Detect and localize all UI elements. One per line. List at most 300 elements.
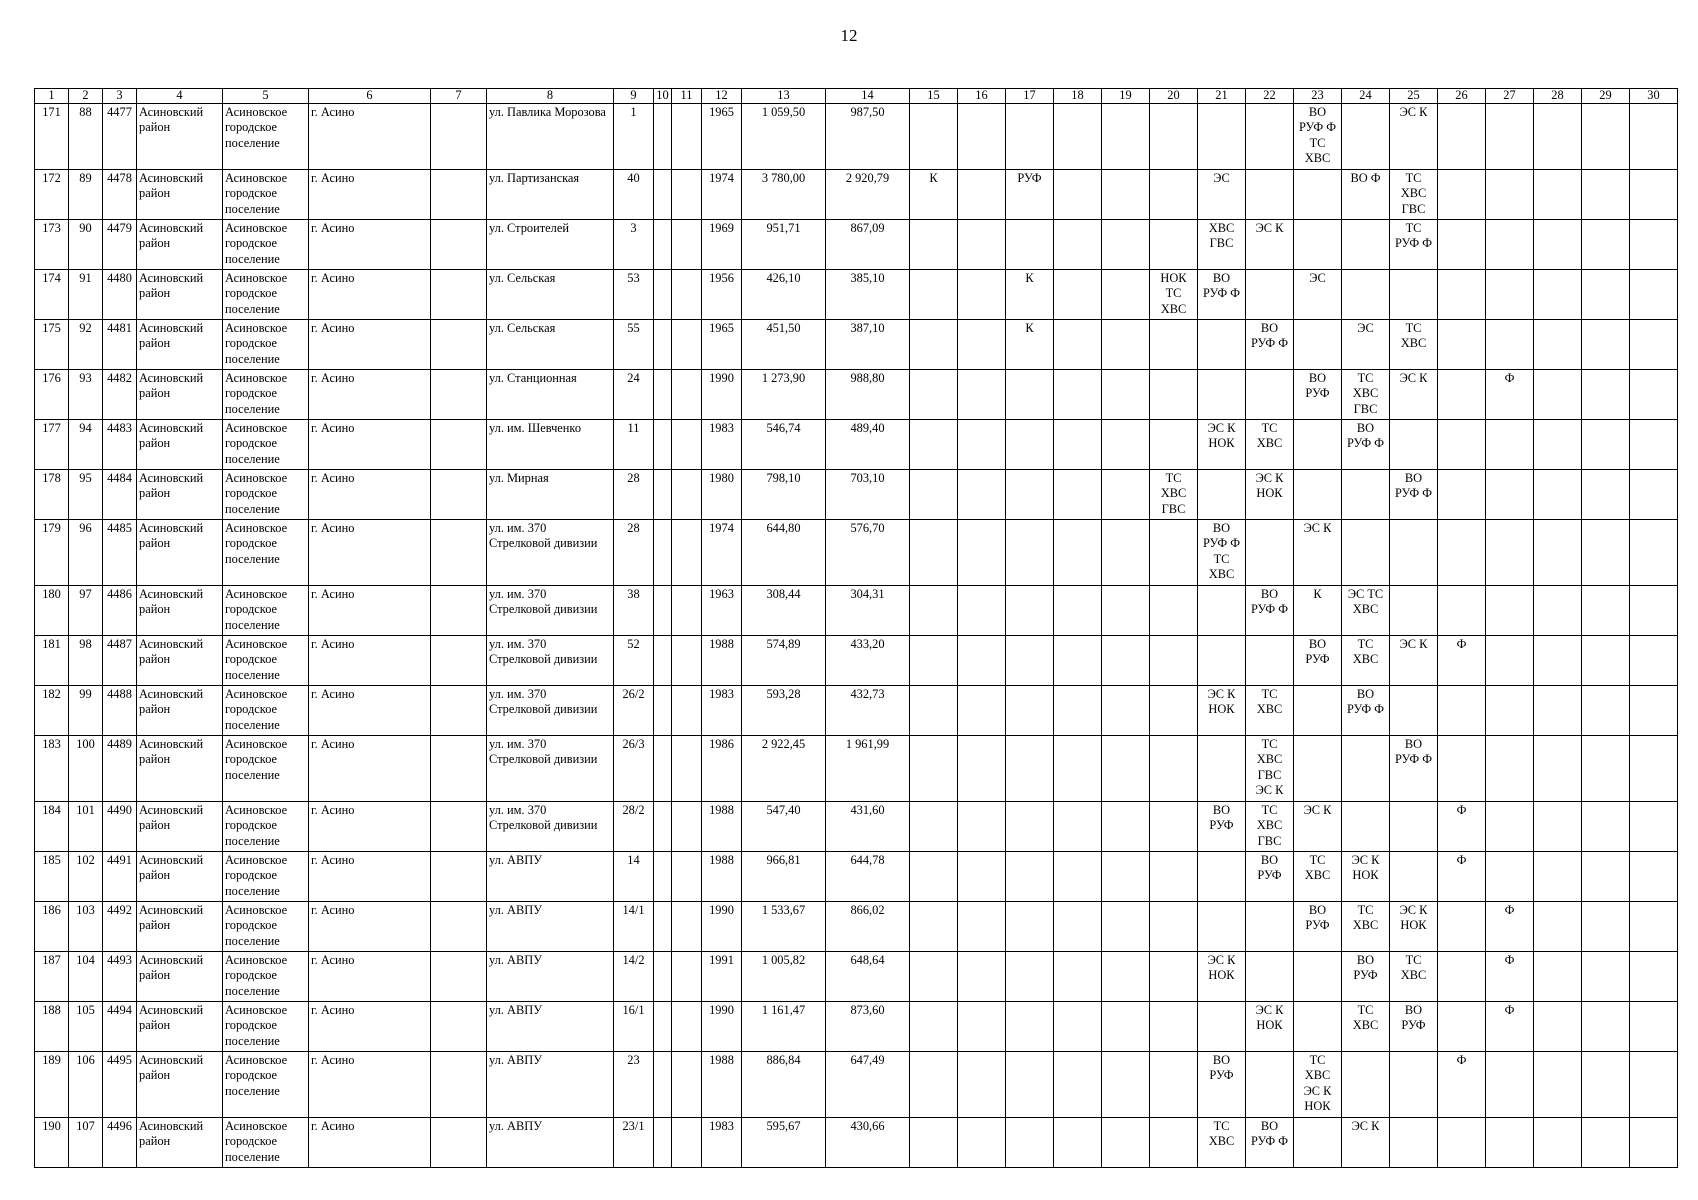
- table-cell: [1534, 1052, 1582, 1118]
- column-number-header: 3: [103, 89, 137, 104]
- table-cell: [431, 802, 487, 852]
- table-cell: [654, 520, 672, 586]
- table-cell: Асиновский район: [137, 902, 223, 952]
- table-cell: [1150, 420, 1198, 470]
- table-cell: [1102, 586, 1150, 636]
- table-cell: [1486, 470, 1534, 520]
- table-cell: [958, 370, 1006, 420]
- table-cell: [1102, 220, 1150, 270]
- table-cell: [910, 1118, 958, 1168]
- table-cell: [1582, 104, 1630, 170]
- table-cell: ЭС К: [1246, 220, 1294, 270]
- table-cell: Асиновское городское поселение: [223, 802, 309, 852]
- table-cell: ТС ХВС: [1294, 852, 1342, 902]
- table-cell: [1630, 420, 1678, 470]
- table-cell: [1582, 902, 1630, 952]
- table-cell: [1534, 686, 1582, 736]
- table-cell: ул. им. 370 Стрелковой дивизии: [487, 802, 614, 852]
- column-number-header: 8: [487, 89, 614, 104]
- table-cell: ВО РУФ Ф: [1342, 420, 1390, 470]
- table-cell: [672, 420, 702, 470]
- table-cell: г. Асино: [309, 320, 431, 370]
- table-cell: [1054, 586, 1102, 636]
- table-cell: К: [1006, 270, 1054, 320]
- table-cell: 28/2: [614, 802, 654, 852]
- table-cell: [1150, 952, 1198, 1002]
- table-cell: [672, 170, 702, 220]
- table-cell: [1246, 636, 1294, 686]
- table-cell: 179: [35, 520, 69, 586]
- table-cell: [1486, 320, 1534, 370]
- table-cell: Асиновский район: [137, 1118, 223, 1168]
- table-cell: 1983: [702, 686, 742, 736]
- table-cell: [1438, 104, 1486, 170]
- table-cell: Асиновское городское поселение: [223, 1052, 309, 1118]
- table-cell: [654, 1118, 672, 1168]
- table-cell: Асиновское городское поселение: [223, 852, 309, 902]
- column-number-header: 16: [958, 89, 1006, 104]
- table-cell: [654, 1052, 672, 1118]
- table-cell: [1438, 520, 1486, 586]
- table-cell: 104: [69, 952, 103, 1002]
- table-cell: [1006, 902, 1054, 952]
- table-cell: [1198, 370, 1246, 420]
- table-cell: 644,78: [826, 852, 910, 902]
- table-cell: [672, 1118, 702, 1168]
- table-cell: [431, 270, 487, 320]
- column-number-header: 1: [35, 89, 69, 104]
- table-cell: [672, 104, 702, 170]
- table-cell: [1342, 220, 1390, 270]
- table-cell: 177: [35, 420, 69, 470]
- table-cell: [1582, 520, 1630, 586]
- table-cell: ВО РУФ Ф ТС ХВС: [1294, 104, 1342, 170]
- table-row: [35, 1118, 1678, 1168]
- table-cell: ЭС ТС ХВС: [1342, 586, 1390, 636]
- table-cell: [1534, 320, 1582, 370]
- table-cell: [431, 952, 487, 1002]
- table-cell: [1534, 170, 1582, 220]
- column-number-header: 6: [309, 89, 431, 104]
- table-cell: [958, 1002, 1006, 1052]
- table-cell: [654, 470, 672, 520]
- table-cell: [1198, 852, 1246, 902]
- table-cell: [1054, 1052, 1102, 1118]
- table-row: [35, 104, 1678, 170]
- table-cell: Ф: [1486, 902, 1534, 952]
- table-cell: 182: [35, 686, 69, 736]
- table-cell: ул. АВПУ: [487, 952, 614, 1002]
- table-cell: 866,02: [826, 902, 910, 952]
- table-cell: 4489: [103, 736, 137, 802]
- table-cell: [1294, 420, 1342, 470]
- table-cell: Асиновский район: [137, 736, 223, 802]
- table-cell: [1102, 270, 1150, 320]
- table-cell: Ф: [1438, 636, 1486, 686]
- table-cell: [1150, 686, 1198, 736]
- table-cell: [431, 170, 487, 220]
- table-cell: 181: [35, 636, 69, 686]
- table-cell: [1102, 802, 1150, 852]
- table-cell: [431, 686, 487, 736]
- table-cell: [1006, 736, 1054, 802]
- table-cell: [1630, 270, 1678, 320]
- table-cell: [910, 952, 958, 1002]
- table-cell: [1630, 686, 1678, 736]
- table-cell: [654, 802, 672, 852]
- table-cell: К: [910, 170, 958, 220]
- table-cell: [958, 952, 1006, 1002]
- table-cell: [654, 686, 672, 736]
- table-cell: [958, 270, 1006, 320]
- table-cell: ЭС К НОК: [1198, 952, 1246, 1002]
- table-cell: [1246, 520, 1294, 586]
- table-cell: [1630, 952, 1678, 1002]
- table-cell: 798,10: [742, 470, 826, 520]
- table-cell: 873,60: [826, 1002, 910, 1052]
- table-cell: 966,81: [742, 852, 826, 902]
- table-cell: 1983: [702, 1118, 742, 1168]
- table-cell: [1054, 736, 1102, 802]
- table-cell: 185: [35, 852, 69, 902]
- table-cell: [431, 520, 487, 586]
- table-cell: г. Асино: [309, 220, 431, 270]
- table-cell: [910, 902, 958, 952]
- table-cell: 24: [614, 370, 654, 420]
- table-cell: г. Асино: [309, 270, 431, 320]
- table-cell: [431, 220, 487, 270]
- table-cell: [1630, 636, 1678, 686]
- table-cell: [1390, 520, 1438, 586]
- table-cell: [1390, 586, 1438, 636]
- table-cell: 3 780,00: [742, 170, 826, 220]
- table-cell: [1582, 420, 1630, 470]
- table-cell: [654, 952, 672, 1002]
- table-cell: 308,44: [742, 586, 826, 636]
- table-cell: [1150, 220, 1198, 270]
- table-cell: [1534, 736, 1582, 802]
- table-cell: [654, 270, 672, 320]
- table-cell: ТС ХВС ГВС: [1342, 370, 1390, 420]
- table-cell: 4495: [103, 1052, 137, 1118]
- table-cell: 4477: [103, 104, 137, 170]
- column-number-header: 25: [1390, 89, 1438, 104]
- table-cell: [1630, 520, 1678, 586]
- table-cell: Ф: [1438, 852, 1486, 902]
- table-cell: [1246, 270, 1294, 320]
- table-cell: Асиновское городское поселение: [223, 1118, 309, 1168]
- table-cell: [958, 420, 1006, 470]
- table-cell: [910, 220, 958, 270]
- table-cell: [1102, 902, 1150, 952]
- table-cell: ЭС: [1198, 170, 1246, 220]
- table-cell: [672, 852, 702, 902]
- table-cell: [1294, 1118, 1342, 1168]
- table-cell: 190: [35, 1118, 69, 1168]
- table-cell: 4488: [103, 686, 137, 736]
- table-cell: 574,89: [742, 636, 826, 686]
- table-cell: ВО РУФ: [1342, 952, 1390, 1002]
- table-cell: [1582, 736, 1630, 802]
- table-cell: [1006, 586, 1054, 636]
- table-cell: ВО РУФ: [1198, 1052, 1246, 1118]
- table-cell: [1486, 220, 1534, 270]
- table-row: [35, 902, 1678, 952]
- table-cell: ул. им. 370 Стрелковой дивизии: [487, 736, 614, 802]
- table-cell: 644,80: [742, 520, 826, 586]
- table-row: [35, 1002, 1678, 1052]
- table-cell: [1102, 636, 1150, 686]
- table-cell: [1534, 520, 1582, 586]
- table-cell: [654, 320, 672, 370]
- table-cell: ТС ХВС: [1246, 420, 1294, 470]
- table-cell: [672, 902, 702, 952]
- table-cell: 1988: [702, 636, 742, 686]
- table-cell: К: [1006, 320, 1054, 370]
- table-cell: ВО РУФ: [1198, 802, 1246, 852]
- table-cell: [910, 470, 958, 520]
- table-cell: [431, 320, 487, 370]
- table-cell: [1390, 1052, 1438, 1118]
- table-cell: Асиновский район: [137, 952, 223, 1002]
- table-cell: [1534, 1002, 1582, 1052]
- table-cell: [1438, 370, 1486, 420]
- table-cell: 4493: [103, 952, 137, 1002]
- table-row: [35, 220, 1678, 270]
- table-cell: [654, 586, 672, 636]
- table-cell: [654, 420, 672, 470]
- table-cell: [672, 686, 702, 736]
- table-row: [35, 270, 1678, 320]
- table-cell: [672, 470, 702, 520]
- table-cell: ул. АВПУ: [487, 1002, 614, 1052]
- table-cell: [910, 686, 958, 736]
- table-cell: 174: [35, 270, 69, 320]
- table-cell: 703,10: [826, 470, 910, 520]
- table-cell: [654, 636, 672, 686]
- table-cell: [910, 320, 958, 370]
- table-cell: Асиновское городское поселение: [223, 220, 309, 270]
- table-cell: [958, 470, 1006, 520]
- table-cell: [1102, 736, 1150, 802]
- table-cell: 107: [69, 1118, 103, 1168]
- table-cell: [1630, 1052, 1678, 1118]
- table-cell: 430,66: [826, 1118, 910, 1168]
- table-cell: 1 059,50: [742, 104, 826, 170]
- column-number-header-row: [35, 89, 1678, 104]
- table-cell: 88: [69, 104, 103, 170]
- table-cell: [1150, 1118, 1198, 1168]
- table-cell: 26/2: [614, 686, 654, 736]
- table-cell: 93: [69, 370, 103, 420]
- table-cell: [1054, 1118, 1102, 1168]
- table-cell: [1342, 470, 1390, 520]
- table-cell: 1965: [702, 104, 742, 170]
- table-cell: г. Асино: [309, 852, 431, 902]
- table-cell: Асиновское городское поселение: [223, 1002, 309, 1052]
- table-cell: ВО Ф: [1342, 170, 1390, 220]
- table-cell: ЭС К: [1294, 802, 1342, 852]
- table-cell: [1294, 1002, 1342, 1052]
- table-cell: 1 961,99: [826, 736, 910, 802]
- table-cell: [1534, 270, 1582, 320]
- table-cell: г. Асино: [309, 1002, 431, 1052]
- table-row: [35, 420, 1678, 470]
- column-number-header: 30: [1630, 89, 1678, 104]
- table-cell: 4487: [103, 636, 137, 686]
- table-cell: [1054, 952, 1102, 1002]
- table-cell: г. Асино: [309, 1118, 431, 1168]
- table-cell: [958, 170, 1006, 220]
- table-cell: [1438, 1002, 1486, 1052]
- table-cell: [431, 852, 487, 902]
- table-cell: [1150, 902, 1198, 952]
- table-cell: ул. АВПУ: [487, 852, 614, 902]
- table-cell: 4492: [103, 902, 137, 952]
- table-cell: [1630, 1002, 1678, 1052]
- table-row: [35, 736, 1678, 802]
- table-cell: [1534, 470, 1582, 520]
- table-cell: 451,50: [742, 320, 826, 370]
- table-cell: [958, 636, 1006, 686]
- table-cell: [1438, 952, 1486, 1002]
- table-cell: г. Асино: [309, 952, 431, 1002]
- table-cell: ул. Строителей: [487, 220, 614, 270]
- table-cell: 23: [614, 1052, 654, 1118]
- table-cell: г. Асино: [309, 104, 431, 170]
- table-cell: [1630, 220, 1678, 270]
- table-cell: Асиновский район: [137, 1002, 223, 1052]
- table-cell: [1438, 420, 1486, 470]
- table-cell: 101: [69, 802, 103, 852]
- table-row: [35, 1052, 1678, 1118]
- table-cell: [431, 586, 487, 636]
- table-cell: [1150, 736, 1198, 802]
- table-cell: [672, 520, 702, 586]
- table-cell: [1438, 736, 1486, 802]
- table-cell: Асиновское городское поселение: [223, 952, 309, 1002]
- table-cell: [672, 586, 702, 636]
- table-cell: [958, 802, 1006, 852]
- table-cell: ЭС К: [1294, 520, 1342, 586]
- table-cell: 867,09: [826, 220, 910, 270]
- table-cell: ВО РУФ Ф: [1390, 736, 1438, 802]
- table-cell: ул. АВПУ: [487, 1118, 614, 1168]
- table-cell: [1486, 686, 1534, 736]
- table-cell: [1294, 952, 1342, 1002]
- table-cell: 103: [69, 902, 103, 952]
- table-cell: [431, 1118, 487, 1168]
- table-cell: Асиновский район: [137, 170, 223, 220]
- table-cell: [1006, 1118, 1054, 1168]
- table-cell: [672, 736, 702, 802]
- table-cell: 100: [69, 736, 103, 802]
- table-cell: 988,80: [826, 370, 910, 420]
- table-cell: 98: [69, 636, 103, 686]
- table-cell: [1150, 104, 1198, 170]
- table-cell: г. Асино: [309, 420, 431, 470]
- table-cell: ВО РУФ Ф ТС ХВС: [1198, 520, 1246, 586]
- table-cell: 547,40: [742, 802, 826, 852]
- table-cell: [1582, 1118, 1630, 1168]
- table-cell: [1486, 170, 1534, 220]
- table-cell: [1198, 736, 1246, 802]
- table-cell: [1534, 636, 1582, 686]
- table-cell: [1006, 420, 1054, 470]
- table-cell: [1102, 520, 1150, 586]
- table-cell: [1630, 802, 1678, 852]
- column-number-header: 26: [1438, 89, 1486, 104]
- table-cell: [1102, 952, 1150, 1002]
- table-cell: ул. Сельская: [487, 270, 614, 320]
- table-cell: 1974: [702, 170, 742, 220]
- table-cell: 4480: [103, 270, 137, 320]
- table-cell: ЭС К: [1390, 104, 1438, 170]
- table-cell: ул. АВПУ: [487, 902, 614, 952]
- table-cell: ТС ХВС ГВС: [1246, 802, 1294, 852]
- table-cell: Ф: [1486, 1002, 1534, 1052]
- table-cell: [1390, 852, 1438, 902]
- table-cell: [1198, 470, 1246, 520]
- table-cell: 489,40: [826, 420, 910, 470]
- table-cell: 189: [35, 1052, 69, 1118]
- table-cell: [654, 370, 672, 420]
- table-cell: 97: [69, 586, 103, 636]
- table-cell: [1054, 802, 1102, 852]
- table-cell: [1102, 852, 1150, 902]
- table-cell: К: [1294, 586, 1342, 636]
- table-cell: 1988: [702, 1052, 742, 1118]
- table-cell: [1486, 1052, 1534, 1118]
- table-cell: [672, 370, 702, 420]
- table-cell: 4482: [103, 370, 137, 420]
- table-cell: [958, 320, 1006, 370]
- table-cell: ул. Павлика Морозова: [487, 104, 614, 170]
- table-cell: г. Асино: [309, 636, 431, 686]
- register-table: [34, 88, 1678, 1168]
- table-cell: [1294, 686, 1342, 736]
- table-cell: ул. им. 370 Стрелковой дивизии: [487, 636, 614, 686]
- table-cell: [1342, 520, 1390, 586]
- table-cell: [672, 320, 702, 370]
- table-cell: 187: [35, 952, 69, 1002]
- table-cell: [1150, 520, 1198, 586]
- table-cell: Асиновский район: [137, 420, 223, 470]
- table-cell: Ф: [1438, 802, 1486, 852]
- table-cell: [1054, 1002, 1102, 1052]
- table-cell: [910, 636, 958, 686]
- table-cell: 1956: [702, 270, 742, 320]
- table-cell: 188: [35, 1002, 69, 1052]
- table-cell: 173: [35, 220, 69, 270]
- table-cell: [1102, 1052, 1150, 1118]
- table-cell: 1965: [702, 320, 742, 370]
- table-cell: [1054, 686, 1102, 736]
- table-cell: [1630, 852, 1678, 902]
- table-cell: 28: [614, 520, 654, 586]
- table-cell: [1150, 586, 1198, 636]
- table-cell: ул. Станционная: [487, 370, 614, 420]
- table-cell: [1294, 170, 1342, 220]
- table-cell: [1054, 636, 1102, 686]
- table-cell: [958, 220, 1006, 270]
- table-row: [35, 320, 1678, 370]
- table-cell: г. Асино: [309, 470, 431, 520]
- table-cell: [1486, 802, 1534, 852]
- table-cell: [1150, 802, 1198, 852]
- table-cell: 385,10: [826, 270, 910, 320]
- table-cell: г. Асино: [309, 802, 431, 852]
